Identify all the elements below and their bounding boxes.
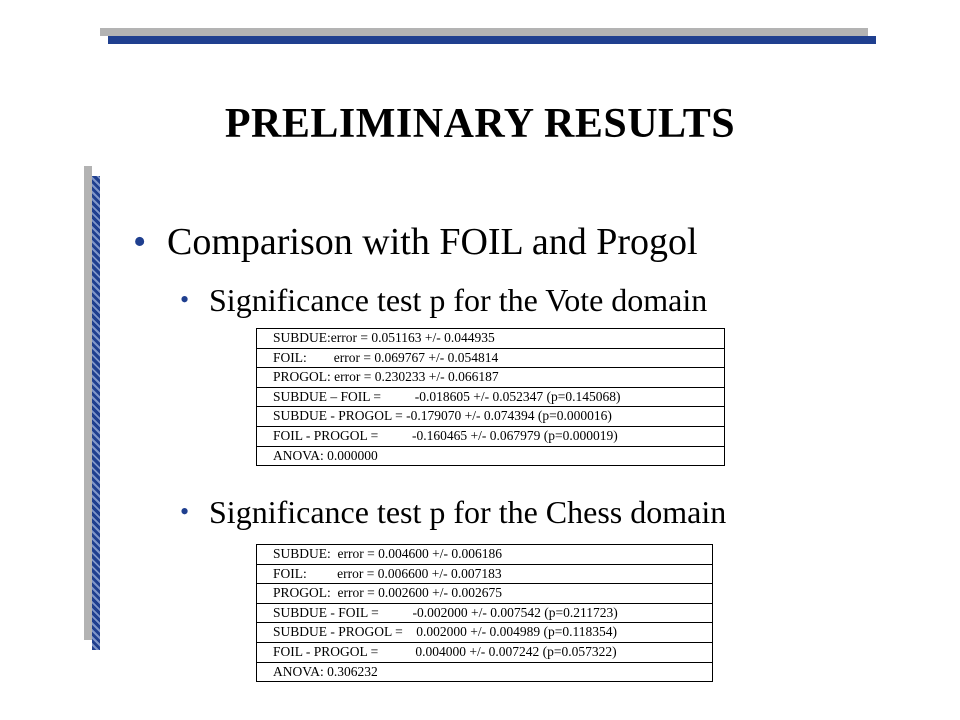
bullet-chess [180,494,726,531]
bullet-marker: • [133,221,147,263]
chess-result-row: SUBDUE - FOIL = -0.002000 +/- 0.007542 (p=0.211723) [257,603,712,623]
decorative-top-gray-bar [100,28,868,36]
vote-result-row: SUBDUE:error = 0.051163 +/- 0.044935 [257,328,724,348]
bullet-comparison [133,220,698,264]
decorative-top-blue-bar [108,36,876,44]
bullet-chess-text: Significance test p for the Chess domain [209,494,727,530]
vote-result-row: SUBDUE – FOIL = -0.018605 +/- 0.052347 (p=0.145068) [257,387,724,407]
chess-results-table [256,544,713,682]
decorative-left-blue-bar [92,176,100,650]
decorative-left-gray-bar [84,166,92,640]
chess-anova-row: ANOVA: 0.306232 [257,662,712,683]
slide-title: PRELIMINARY RESULTS [224,101,736,147]
bullet-marker: • [180,285,190,314]
bullet-vote-text: Significance test p for the Vote domain [209,282,708,318]
vote-result-row: FOIL: error = 0.069767 +/- 0.054814 [257,348,724,368]
vote-anova-row: ANOVA: 0.000000 [257,446,724,467]
vote-result-row: FOIL - PROGOL = -0.160465 +/- 0.067979 (p=0.000019) [257,426,724,446]
vote-result-row: PROGOL: error = 0.230233 +/- 0.066187 [257,367,724,387]
chess-result-row: SUBDUE: error = 0.004600 +/- 0.006186 [257,544,712,564]
chess-result-row: FOIL - PROGOL = 0.004000 +/- 0.007242 (p=0.057322) [257,642,712,662]
chess-result-row: SUBDUE - PROGOL = 0.002000 +/- 0.004989 (p=0.118354) [257,622,712,642]
vote-results-table [256,328,725,466]
bullet-comparison-text: Comparison with FOIL and Progol [167,221,698,263]
chess-result-row: PROGOL: error = 0.002600 +/- 0.002675 [257,583,712,603]
vote-result-row: SUBDUE - PROGOL = -0.179070 +/- 0.074394 (p=0.000016) [257,406,724,426]
chess-result-row: FOIL: error = 0.006600 +/- 0.007183 [257,564,712,584]
bullet-vote [180,282,707,319]
bullet-marker: • [180,497,190,526]
